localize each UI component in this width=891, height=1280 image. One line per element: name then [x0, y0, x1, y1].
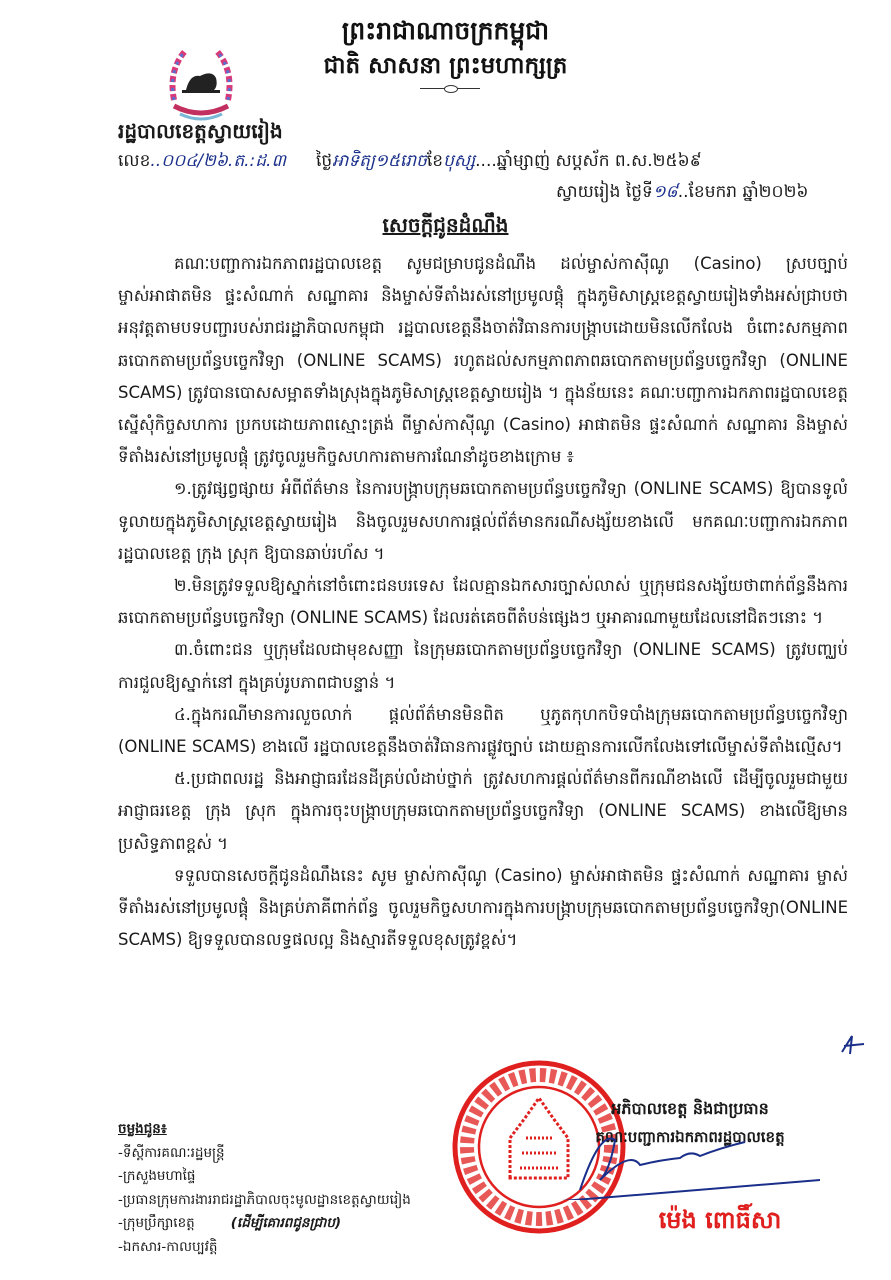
ref-number-value: ..០០៤/២៦.ត.:ដ.៣ [150, 151, 286, 171]
solar-month-year: ..ខែមករា ឆ្នាំ២០២៦ [677, 182, 809, 202]
lunar-date-prefix: ថ្ងៃ [316, 151, 333, 171]
cc-item: -ទីស្តីការគណៈរដ្ឋមន្ត្រី [118, 1144, 225, 1161]
directive-item-4: ៤.ក្នុងករណីមានការលួចលាក់ ផ្តល់ព័ត៌មានមិនពិត ឬភូតកុហកបិទបាំងក្រុមឆបោកតាមប្រព័ន្ធបច្ចេកវិទ្យា (ONLINE SCAMS) ខាងលើ រដ្ឋបាលខេត្តនឹងចាត់វិធានការផ្លូវច្បាប់ ដោយគ្មានការលើកលែងទៅលើម្ចាស់ទីតាំងល្មើស។ [118, 704, 848, 757]
directive-item-3: ៣.ចំពោះជន ឬក្រុមដែលជាមុខសញ្ញា នៃក្រុមឆបោកតាមប្រព័ន្ធបច្ចេកវិទ្យា (ONLINE SCAMS) ត្រូវបញ្ឈប់ការជួលឱ្យស្នាក់នៅ ក្នុងគ្រប់រូបភាពជាបន្ទាន់ ។ [118, 640, 848, 692]
handwritten-initial-icon [838, 1030, 868, 1060]
handwritten-signature-icon [520, 1120, 820, 1200]
lunar-month-handwritten: បុស្ស [443, 151, 476, 171]
kingdom-heading: ព្រះរាជាណាចក្រកម្ពុជា [341, 16, 550, 45]
intro-paragraph: គណៈបញ្ជាការឯកភាពរដ្ឋបាលខេត្ត សូមជម្រាបជូនដំណឹង ដល់ម្ចាស់កាស៊ីណូ (Casino) ស្របច្បាប់ ម្ចាស់អាផាតមិន ផ្ទះសំណាក់ សណ្ឋាគារ និងម្ចាស់ទីតាំងរស់នៅប្រមូលផ្តុំ ក្នុងភូមិសាស្ត្រខេត្តស្វាយរៀងទាំងអស់ជ្រាបថា អនុវត្តតាមបទបញ្ជារបស់រាជរដ្ឋាភិបាលកម្ពុជា រដ្ឋបាលខេត្តនឹងចាត់វិធានការបង្ក្រាបដោយមិនលើកលែង ចំពោះសកម្មភាពឆបោកតាមប្រព័ន្ធបច្ចេកវិទ្យា (ONLINE SCAMS) រហូតដល់សកម្មភាពភាពឆបោកតាមប្រព័ន្ធបច្ចេកវិទ្យា (ONLINE SCAMS) ត្រូវបានបោសសម្អាតទាំងស្រុងក្នុងភូមិសាស្ត្រខេត្តស្វាយរៀង ។ ក្នុងន័យនេះ គណៈបញ្ជាការឯកភាពរដ្ឋបាលខេត្ត ស្នើសុំកិច្ចសហការ ប្រកបដោយភាពស្មោះត្រង់ ពីម្ចាស់កាស៊ីណូ (Casino) អាផាតមិន ផ្ទះសំណាក់ សណ្ឋាគារ និងម្ចាស់ទីតាំងរស់នៅប្រមូលផ្តុំ ត្រូវចូលរួមកិច្ចសហការតាមការណែនាំដូចខាងក្រោម ៖ [118, 254, 848, 467]
document-body [118, 248, 848, 956]
cc-title: ចម្លងជូន៖ [118, 1121, 167, 1137]
directive-item-2: ២.មិនត្រូវទទួលឱ្យស្នាក់នៅចំពោះជនបរទេស ដែលគ្មានឯកសារច្បាស់លាស់ ឬក្រុមជនសង្ស័យថាពាក់ព័ន្ធនឹងការឆបោកតាមប្រព័ន្ធបច្ចេកវិទ្យា (ONLINE SCAMS) ដែលរត់គេចពីតំបន់ផ្សេងៗ ឬអាគារណាមួយដែលនៅជិតៗនោះ ។ [118, 576, 848, 628]
lunar-month-label: ខែ [426, 151, 444, 171]
solar-date-prefix: ស្វាយរៀង ថ្ងៃទី [556, 182, 653, 202]
lunar-day-handwritten: អាទិត្យ១៥រោច [332, 151, 427, 171]
directive-item-5: ៥.ប្រជាពលរដ្ឋ និងអាជ្ញាធរដែនដីគ្រប់លំដាប់ថ្នាក់ ត្រូវសហការផ្តល់ព័ត៌មានពីករណីខាងលើ ដើម្បីចូលរួមជាមួយអាជ្ញាធរខេត្ត ក្រុង ស្រុក ក្នុងការចុះបង្ក្រាបក្រុមឆបោកតាមប្រព័ន្ធបច្ចេកវិទ្យា (ONLINE SCAMS) ខាងលើឱ្យមានប្រសិទ្ធភាពខ្ពស់ ។ [118, 769, 848, 853]
solar-date [556, 181, 808, 206]
reference-number [118, 150, 286, 175]
signer-title-line1: អភិបាលខេត្ត និងជាប្រធាន [611, 1099, 769, 1118]
signer-title-line2: គណៈបញ្ជាការឯកភាពរដ្ឋបាលខេត្ត [595, 1128, 785, 1146]
sender-authority: រដ្ឋបាលខេត្តស្វាយរៀង [118, 119, 283, 143]
lunar-year: ....ឆ្នាំម្សាញ់ សប្តស័ក ព.ស.២៥៦៩ [475, 151, 702, 171]
cc-item: -ឯកសារ-កាលប្បវត្តិ [118, 1238, 218, 1255]
cc-item: -ក្រុមប្រឹក្សាខេត្ត [118, 1215, 195, 1231]
document-title: សេចក្តីជូនដំណឹង [382, 213, 509, 237]
closing-paragraph: ទទួលបានសេចក្តីជូនដំណឹងនេះ សូម ម្ចាស់កាស៊ីណូ (Casino) ម្ចាស់អាផាតមិន ផ្ទះសំណាក់ សណ្ឋាគារ ម្ចាស់ទីតាំងរស់នៅប្រមូលផ្តុំ និងគ្រប់ភាគីពាក់ព័ន្ធ ចូលរួមកិច្ចសហការក្នុងការបង្ក្រាបក្រុមឆបោកតាមប្រព័ន្ធបច្ចេកវិទ្យា(ONLINE SCAMS) ឱ្យទទួលបានលទ្ធផលល្អ និងស្មារតីទទួលខុសត្រូវខ្ពស់។ [118, 865, 848, 950]
cc-item: -ក្រសួងមហាផ្ទៃ [118, 1168, 196, 1184]
ref-label: លេខ [118, 151, 151, 171]
cc-item: -ប្រធានក្រុមការងាររាជរដ្ឋាភិបាលចុះមូលដ្ឋានខេត្តស្វាយរៀង [118, 1191, 411, 1208]
signer-name: ម៉េង ពោធិ៍សា [658, 1206, 782, 1234]
province-emblem-icon [166, 40, 236, 124]
carbon-copy-list [118, 1118, 411, 1259]
cc-item-with-note [118, 1212, 411, 1236]
solar-day-handwritten: ១៨ [652, 182, 678, 202]
national-motto: ជាតិ សាសនា ព្រះមហាក្សត្រ [323, 53, 568, 79]
directive-item-1: ១.ត្រូវផ្សព្វផ្សាយ អំពីព័ត៌មាន នៃការបង្ក្រាបក្រុមឆបោកតាមប្រព័ន្ធបច្ចេកវិទ្យា (ONLINE SCAMS) ឱ្យបានទូលំទូលាយក្នុងភូមិសាស្ត្រខេត្តស្វាយរៀង និងចូលរួមសហការផ្តល់ព័ត៌មានករណីសង្ស័យខាងលើ មកគណៈបញ្ជាការឯកភាពរដ្ឋបាលខេត្ត ក្រុង ស្រុក ឱ្យបានឆាប់រហ័ស ។ [118, 479, 848, 563]
lunar-date [316, 150, 702, 175]
cc-note: (ដើម្បីគោរពជូនជ្រាប) [230, 1215, 342, 1231]
ornament-divider [420, 88, 480, 91]
